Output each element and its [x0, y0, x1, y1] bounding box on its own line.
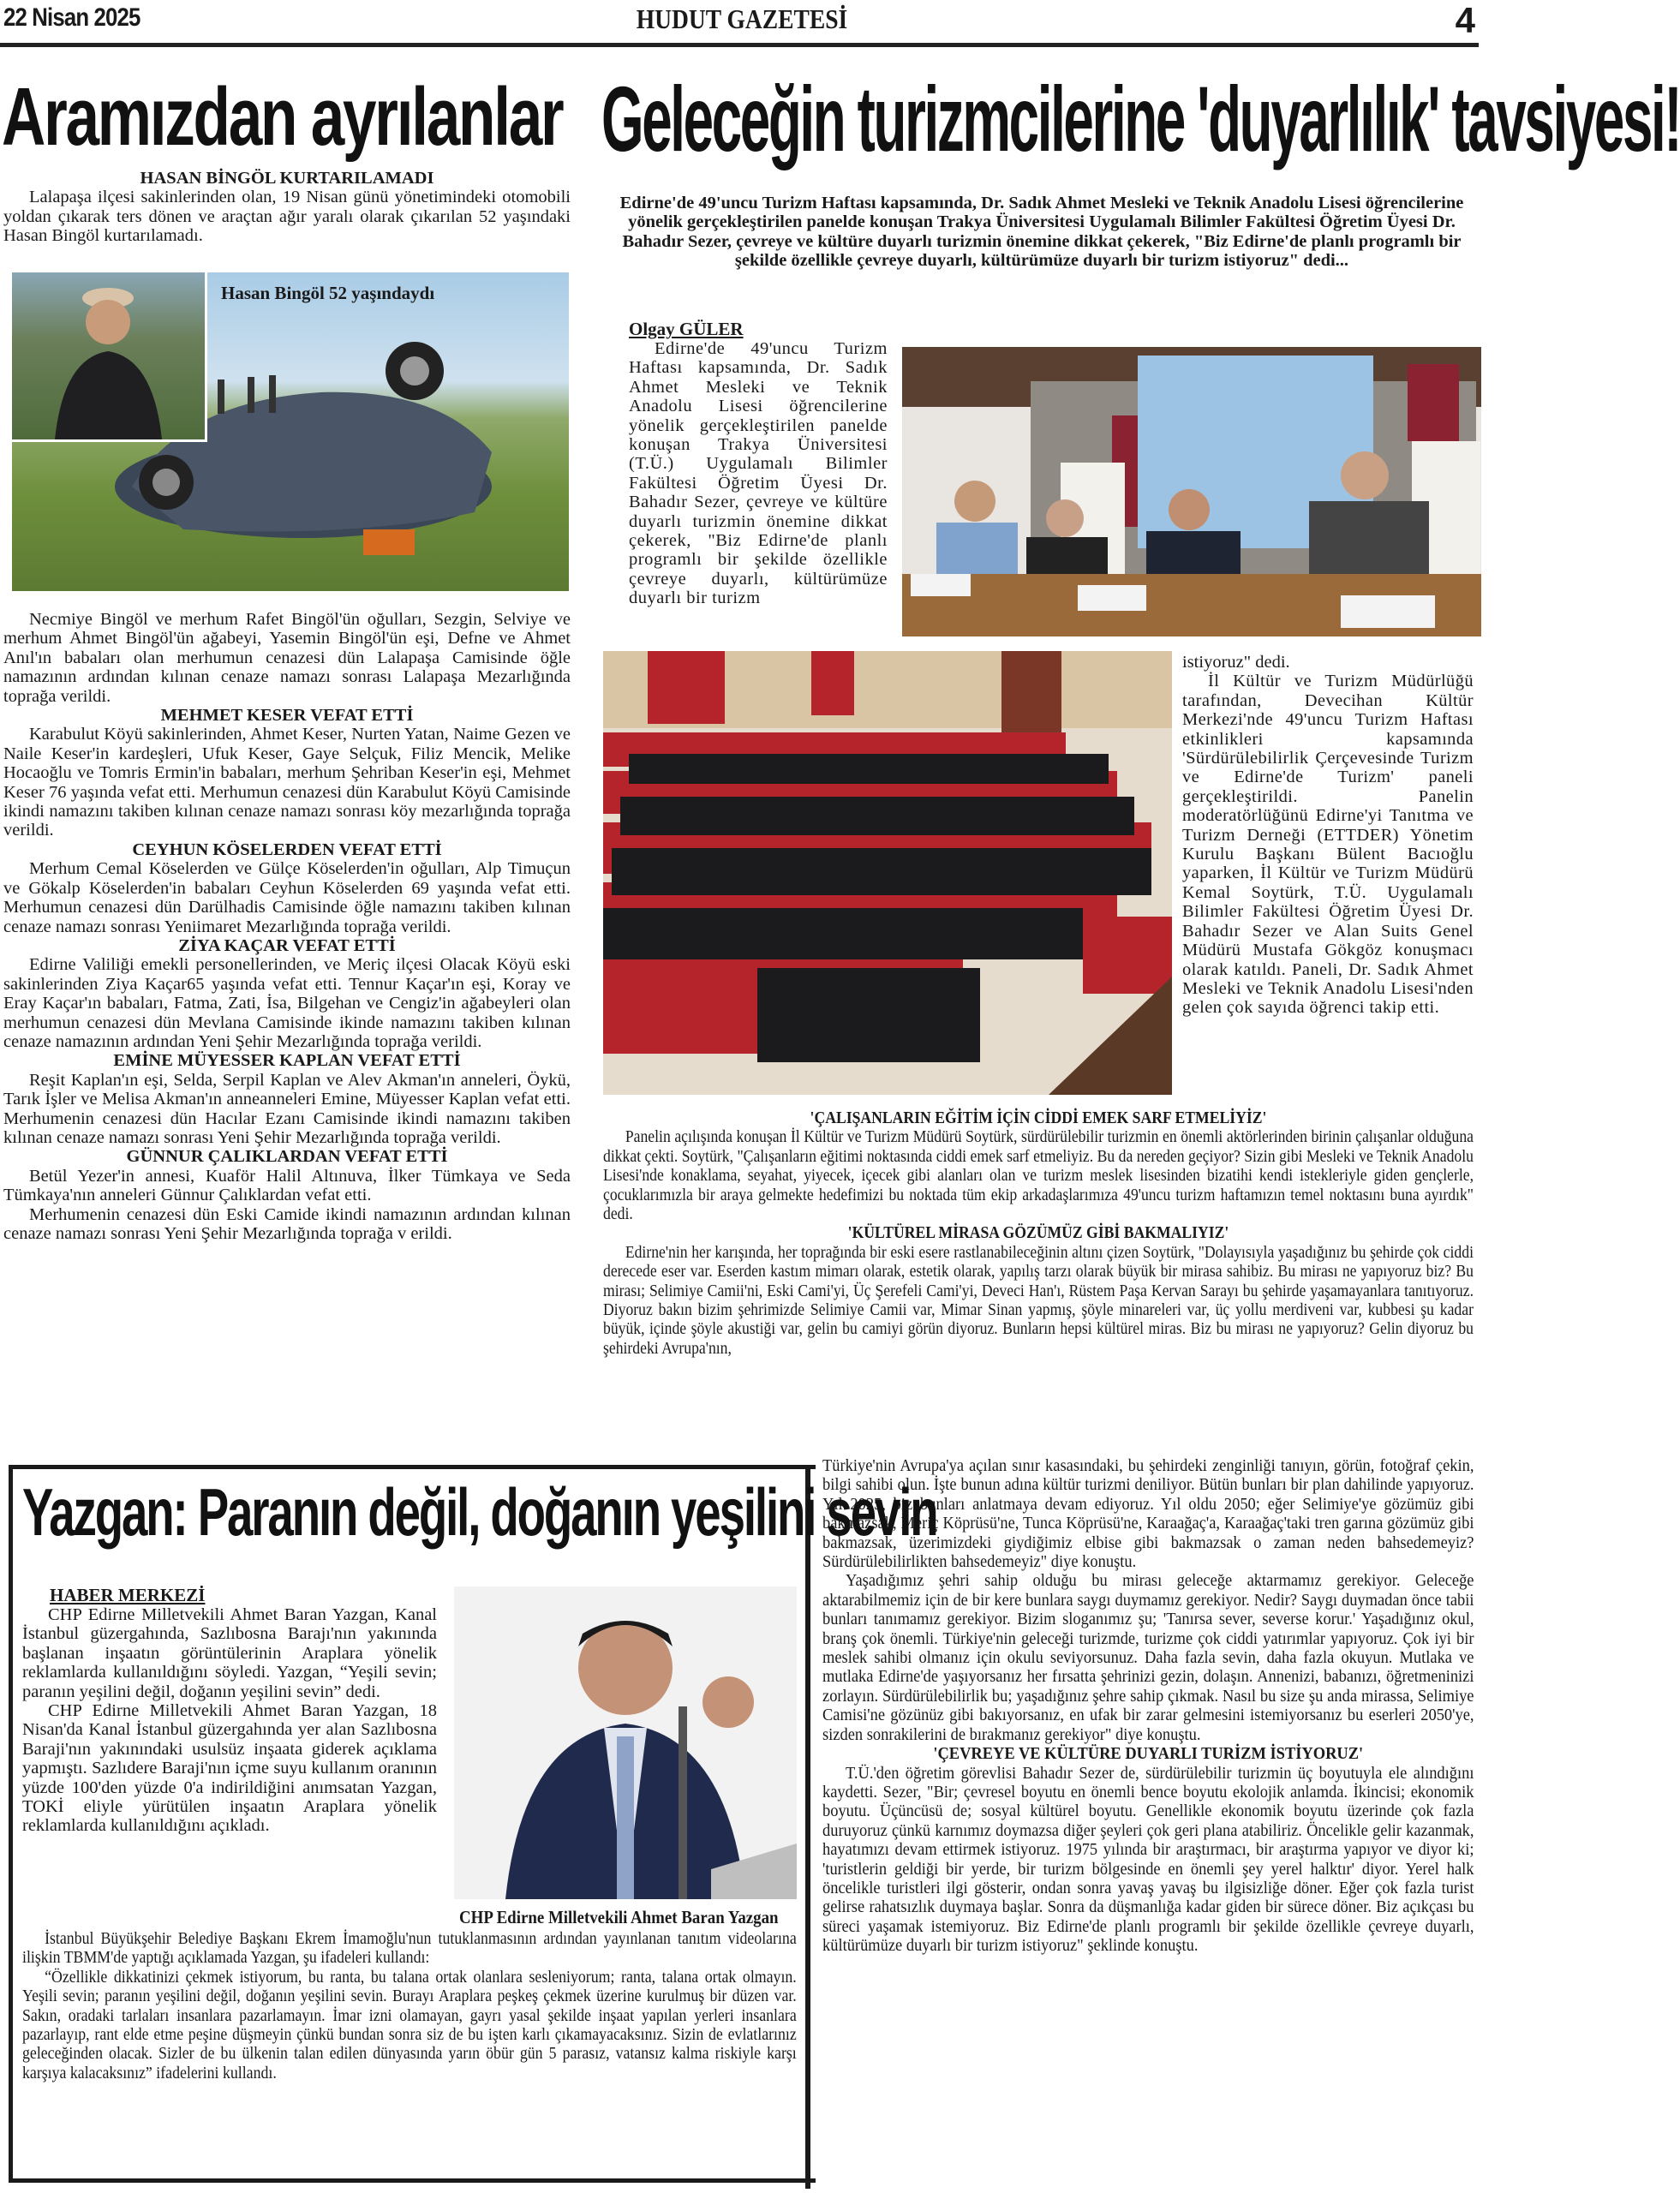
section-title: 'KÜLTÜREL MİRASA GÖZÜMÜZ GİBİ BAKMALIYIZ' [847, 1223, 1229, 1243]
accident-photo-caption: Hasan Bingöl 52 yaşındaydı [221, 283, 435, 303]
obituary-hasan-intro [3, 169, 571, 246]
obituaries-headline: Aramızdan ayrılanlar [2, 71, 563, 163]
tourism-side-paragraph: İl Kültür ve Turizm Müdürlüğü tarafından, Devecihan Kültür Merkezi'nde 49'uncu Turizm Haftası etkinlikleri kapsamında 'Sürdürülebilirlik Çerçevesinde Turizm ve Edirne'de Turizm' paneli gerçekleştirildi. Panelin moderatörlüğünü Edirne'yi Tanıtma ve Turizm Derneği (ETTDER) Yönetim Kurulu Başkanı Bülent Bacıoğlu yaparken, İl Kültür ve Turizm Müdürü Kemal Soytürk, T.Ü. Uygulamalı Bilimler Fakültesi Öğretim Üyesi Dr. Bahadır Sezer ve Alan Suits Genel Müdürü Mustafa Gökgöz konuşmacı olarak katıldı. Paneli, Dr. Sadık Ahmet Mesleki ve Teknik Anadolu Lisesi'nden gelen çok sayıda öğrenci takip etti. [1182, 672, 1474, 1018]
obituary-title: EMİNE MÜYESSER KAPLAN VEFAT ETTİ [113, 1051, 461, 1071]
section-title: 'ÇALIŞANLARIN EĞİTİM İÇİN CİDDİ EMEK SARF ETMELİYİZ' [810, 1108, 1267, 1127]
obituary-paragraph: Merhum Cemal Köselerden ve Gülçe Köselerden'in oğulları, Alp Timuçun ve Gökalp Köselerden'in babaları Ceyhun Köselerden 69 yaşında vefat etti. Merhumun cenazesi dün Darülhadis Camisinde öğle namazını takiben kılınan cenaze namazı sonrası Yeniimaret Mezarlığında toprağa verildi. [3, 859, 571, 936]
section-title: 'ÇEVREYE VE KÜLTÜRE DUYARLI TURİZM İSTİYORUZ' [933, 1744, 1364, 1764]
accident-photo [12, 272, 569, 591]
person-silhouette [12, 272, 205, 439]
obituary-paragraph: Betül Yezer'in annesi, Kuaför Halil Altınuva, İlker Tümkaya ve Seda Tümkaya'nın anneleri Günnur Çalıklardan vefat etti. [3, 1166, 571, 1205]
tourism-sections-top [603, 1108, 1474, 1358]
obituary-title: CEYHUN KÖSELERDEN VEFAT ETTİ [132, 840, 442, 859]
yazgan-full-width [22, 1929, 797, 2082]
auditorium-photo [603, 651, 1172, 1095]
obituary-paragraph: Edirne Valiliği emekli personellerinden, ve Meriç ilçesi Olacak Köyü eski sakinlerinden Ziya Kaçar65 yaşında vefat etti. Tennur Kaçar'ın eşi, Koray ve Eray Kaçar'ın babaları, Fatma, Zati, İsa, Bilgehan ve Cengiz'in ağabeyleri olan merhumun cenazesi dün Mevlana Camisinde ikinde namazını takiben kılınan cenaze namazının ardından Yeni Şehir Mezarlığında toprağa verildi. [3, 955, 571, 1051]
victim-portrait [12, 272, 207, 442]
yazgan-paragraph: İstanbul Büyükşehir Belediye Başkanı Ekrem İmamoğlu'nun tutuklanmasının ardından yayınlanan tanıtım videolarına ilişkin TBMM'de yaptığı açıklamada Yazgan, şu ifadeleri kullandı: [22, 1929, 797, 1968]
masthead-divider [0, 43, 1479, 47]
obituary-paragraph: Necmiye Bingöl ve merhum Rafet Bingöl'ün oğulları, Sezgin, Selviye ve merhum Ahmet Bingöl'ün ağabeyi, Yasemin Bingöl'ün eşi, Defne ve Ahmet Anıl'ın babaları olan merhumun cenazesi dün Lalapaşa Camisinde öğle namazının ardından kılınan cenaze namazı sonrası Lalapaşa Mezarlığında toprağa verildi. [3, 610, 571, 706]
obituary-paragraph: Lalapaşa ilçesi sakinlerinden olan, 19 Nisan günü yönetimindeki otomobili yoldan çıkarak ters dönen ve araçtan ağır yaralı olarak çıkarılan 52 yaşındaki Hasan Bingöl kurtarılamadı. [3, 188, 571, 246]
obituaries-list [3, 610, 571, 1243]
yazgan-quote: “Özellikle dikkatinizi çekmek istiyorum, bu ranta, bu talana ortak olanlara sesleniyorum; ranta, talana ortak olmayın. Yeşili sevin; paranın yeşilini değil, doğanın yeşilini sevin. Burayı Araplara peşkeş çekmek üzerine kurulmuş bir düzen var. Sakın, oradaki tarlaları insanlara pazarlamayın. İmar izni olamayan, gayrı yasal şekilde inşaat yapılan yerleri insanlara pazarlayıp, rant elde etme peşine düşmeyin çünkü bundan sonra siz de bu işten karlı çıkamayacaksınız. Sizin de evlatlarınız geleceğinden olacak. Sizler de bu ülkenin talan edilen dünyasında yarın öbür gün 5 parasız, vatansız kalma riskiyle karşı karşıya kalacaksınız” ifadelerini kullandı. [22, 1967, 797, 2082]
tourism-headline: Geleceğin turizmcilerine 'duyarlılık' tavsiyesi! [601, 67, 1680, 170]
page-number: 4 [1455, 0, 1475, 40]
obituary-title: ZİYA KAÇAR VEFAT ETTİ [178, 935, 396, 955]
section-paragraph: T.Ü.'den öğretim görevlisi Bahadır Sezer de, sürdürülebilir turizmin üç boyutuyla ele alındığını kaydetti. Sezer, "Bir; çevresel boyutu en önemli bence boyutu ekolojik anlamda. İkincisi; ekonomik boyutu. Üçüncüsü de; sosyal kültürel boyutu. Genellikle ekonomik boyutu üzerinde çok fazla duruyoruz çünkü karnımız doymazsa diğer şeyleri çok geri plana atabiliriz. Öncelikle gelir kazanmak, hayatımızı devam ettirmek istiyoruz. 1975 yılında bir araştırmacı, bir araştırma yapıyor ve diyor ki; 'turistlerin geldiği bir yerde, bir turizm bölgesinde en önemli şey yerel halktır' diyor. Yerel halk öncelikle turistleri ilgi gösterir, ondan sonra yavaş yavaş bu ilgisizliğe döner. Eğer çok fazla turist gelirse rahatsızlık duymaya başlar. Sonra da düşmanlığa kadar giden bir sürece döner. Biz açıkçası bu süreci yaşamak istemiyoruz. Biz Edirne'de planlı programlı bir şekilde özellikle çevreye duyarlı, kültürümüze duyarlı bir turizm istiyoruz" şeklinde konuştu. [822, 1763, 1474, 1956]
students-audience-illustration [603, 651, 1172, 1095]
newspaper-name: HUDUT GAZETESİ [636, 3, 848, 34]
yazgan-paragraph: CHP Edirne Milletvekili Ahmet Baran Yazgan, 18 Nisan'da Kanal İstanbul güzergahında yer alan Sazlıbosna Baraji'nın yakınındaki usulsüz inşaata giderek açıklama yapmıştı. Sazlıdere Baraji'nın içme suyu kullanım oranının yüzde 100'den yüzde 0'a indirildiğini anımsatan Yazgan, TOKİ eliyle yürütülen inşaatın Araplara yönelik reklamlarda kullanıldığını açıkladı. [22, 1701, 437, 1836]
box-right-border [805, 1465, 810, 2189]
obituary-title: HASAN BİNGÖL KURTARILAMADI [140, 169, 434, 188]
obituary-paragraph: Karabulut Köyü sakinlerinden, Ahmet Keser, Nurten Yatan, Naime Gezen ve Naile Keser'in kardeşleri, Ufuk Keser, Gaye Selçuk, Filiz Mencik, Melike Hocaoğlu ve Tomris Ermin'in babaları, merhum Şehriban Keser'in eşi, Mehmet Keser 76 yaşında vefat etti. Merhumun cenazesi dün Karabulut Köyü Camisinde ikindi namazını takiben kılınan cenaze namazı sonrası köy mezarlığında toprağa verildi. [3, 725, 571, 840]
tourism-intro-column [629, 319, 888, 608]
politician-portrait [454, 1586, 797, 1899]
yazgan-photo-caption: CHP Edirne Milletvekili Ahmet Baran Yazgan [459, 1907, 779, 1927]
tourism-intro-continued: istiyoruz" dedi. [1182, 653, 1290, 672]
obituary-paragraph: Merhumenin cenazesi dün Eski Camide ikindi namazının ardından kılınan cenaze namazı sonrası Yeni Şehir Mezarlığında toprağa v erildi. [3, 1204, 571, 1243]
tourism-side-column [1182, 653, 1474, 1018]
panel-photo [902, 347, 1481, 636]
section-paragraph: Edirne'nin her karışında, her toprağında bir eski esere rastlanabileceğinin altını çizen Soytürk, "Dolayısıyla yaşadığınız bu şehirde çok ciddi derecede eser var. Eserden kastım mimarı olarak, estetik olarak, yapılış tarzı olarak büyük bir mirasa sahibiz. Bu mirası ne yapıyoruz biz? Bu mirası; Selimiye Camii'ni, Eski Cami'yi, Üç Şerefeli Cami'yi, Deveci Han'ı, Rüstem Paşa Kervan Sarayı bu şehirde yaşamayanlara tanıtıyoruz. Diyoruz bakın bizim şehrimizde Selimiye Camii var, Mimar Sinan yapmış, şöyle minareleri var, üç yollu merdiveni var, kubbesi şu kadar büyük, içinde şöyle akustiği var, gelin bu camiyi görün diyoruz. Bunların hepsi kültürel miras. Biz bu mirası ne yapıyoruz? Gelin diyoruz bu şehirdeki Avrupa'nın, [603, 1242, 1474, 1358]
tourism-byline: Olgay GÜLER [629, 319, 744, 339]
yazgan-narrow-column [22, 1585, 437, 1836]
tourism-spot: Edirne'de 49'uncu Turizm Haftası kapsamında, Dr. Sadık Ahmet Mesleki ve Teknik Anadolu Lisesi öğrencilerine yönelik gerçekleştirilen panelde konuşan Trakya Üniversitesi Uygulamalı Bilimler Fakültesi Öğretim Üyesi Dr. Bahadır Sezer, çevreye ve kültüre duyarlı turizmin önemine dikkat çekerek, "Biz Edirne'de planlı programlı bir şekilde özellikle çevreye duyarlı, kültürümüze duyarlı bir turizm istiyoruz" dedi... [619, 194, 1464, 271]
yazgan-headline: Yazgan: Paranın değil, doğanın yeşilini sevin [22, 1474, 937, 1550]
section-paragraph: Yaşadığımız şehri sahip olduğu bu mirası geleceğe aktarmamız gerekiyor. Geleceğe aktarabilmemiz için de bir kere bunlara saygı duymamız gerekiyor. Nedir? Saygı duymadan önce tabii bunları tanımamız gerekiyor. Bizim sloganımız şu; 'Tanırsa sever, severse korur.' Yaşadığınız okul, branş çok önemli. Türkiye'nin geleceği turizmde, turizme çok ciddi yatırımlar yapıyoruz. Çok iyi bir meslek sahibi olmanız için okulu seviyorsunuz. Daha fazla sevin, daha fazla okuyun. Mutlaka ve mutlaka Edirne'de yaşıyorsanız her fırsatta şehrinizi gezin, dolaşın. Annenizi, babanızı, öğretmeninizi zorlayın. Sürdürülebilirlik bu; yaşadığınız şehre sahip çıkmak. Nasıl bu size şu anda mirassa, Selimiye Camisi'ne gözünüz gibi bakıyorsanız, en ufak bir zarar gelmesini istemiyorsanız bu eserleri 2050'ye, sizden sonrakilerini de bırakmanız gerekiyor" diye konuştu. [822, 1571, 1474, 1744]
yazgan-paragraph: CHP Edirne Milletvekili Ahmet Baran Yazgan, Kanal İstanbul güzergahında, Sazlıbosna Barajı'nın yakınında başlanan inşaatın görüntülerinin Araplara yönelik reklamlarda kullanıldığını söyledi. Yazgan, “Yeşili sevin; paranın yeşilini değil, doğanın yeşilini sevin” dedi. [22, 1605, 437, 1701]
section-paragraph: Panelin açılışında konuşan İl Kültür ve Turizm Müdürü Soytürk, sürdürülebilir turizmin en önemli aktörlerinden birinin çalışanlar olduğuna dikkat çekti. Soytürk, "Çalışanların eğitimi noktasında ciddi emek sarf etmeliyiz. Bu da nereden geçiyor? Sizin gibi Mesleki ve Teknik Anadolu Lisesi'nde konaklama, seyahat, yiyecek, içecek gibi alanları olan ve turizm meslek lisesinden bizatihi kendi istekleriyle giden gençlerle, çocuklarımızla bir araya gelmekte hedefimizi bu noktada tüm ekip arkadaşlarımıza 49'uncu turizm haftamızın temel noktasını buna ayırdık" dedi. [603, 1127, 1474, 1224]
yazgan-photo [454, 1586, 797, 1899]
tourism-intro: Edirne'de 49'uncu Turizm Haftası kapsamında, Dr. Sadık Ahmet Mesleki ve Teknik Anadolu Lisesi öğrencilerine yönelik gerçekleştirilen panelde konuşan Trakya Üniversitesi (T.Ü.) Uygulamalı Bilimler Fakültesi Öğretim Üyesi Dr. Bahadır Sezer, çevreye ve kültüre duyarlı turizmin önemine dikkat çekerek, "Biz Edirne'de planlı programlı bir şekilde özellikle çevreye duyarlı, kültürümüze duyarlı bir turizm [629, 339, 888, 608]
section-paragraph: Türkiye'nin Avrupa'ya açılan sınır kasasındaki, bu şehirdeki zenginliği tanıyın, görün, fotoğraf çekin, bilgi sahibi olun. İşte bunun adına kültür turizmi deniliyor. Bütün bunları bir plan dahilinde yapıyoruz. Yıl 2025, biz bunları anlatmaya devam ediyoruz. Yıl oldu 2050; eğer Selimiye'ye gözümüz gibi bakmazsak, Meriç Köprüsü'ne, Tunca Köprüsü'ne, Karaağaç'a, Karaağaç'taki tren garına gözümüz gibi bakmazsak, üzerimizdeki giydiğimiz elbise gibi bakmazsak o zaman neden bahsedemeyiz? Sürdürülebilirlikten bahsedemeyiz" diye konuştu. [822, 1456, 1474, 1572]
obituary-title: MEHMET KESER VEFAT ETTİ [160, 706, 414, 726]
issue-date: 22 Nisan 2025 [3, 3, 140, 32]
yazgan-byline: HABER MERKEZİ [50, 1585, 206, 1605]
obituary-paragraph: Reşit Kaplan'ın eşi, Selda, Serpil Kaplan ve Alev Akman'ın anneleri, Öykü, Tarık İşler ve Melisa Akman'ın anneanneleri Emine, Müyesser Kaplan vefat etti. Merhumenin cenazesi dün Hacılar Ezanı Camisinde ikindi namazını takiben kılınan cenaze namazı sonrası Yeni Şehir Mezarlığında toprağa verildi. [3, 1070, 571, 1147]
panel-speakers-illustration [902, 347, 1481, 636]
obituary-title: GÜNNUR ÇALIKLARDAN VEFAT ETTİ [126, 1147, 448, 1167]
